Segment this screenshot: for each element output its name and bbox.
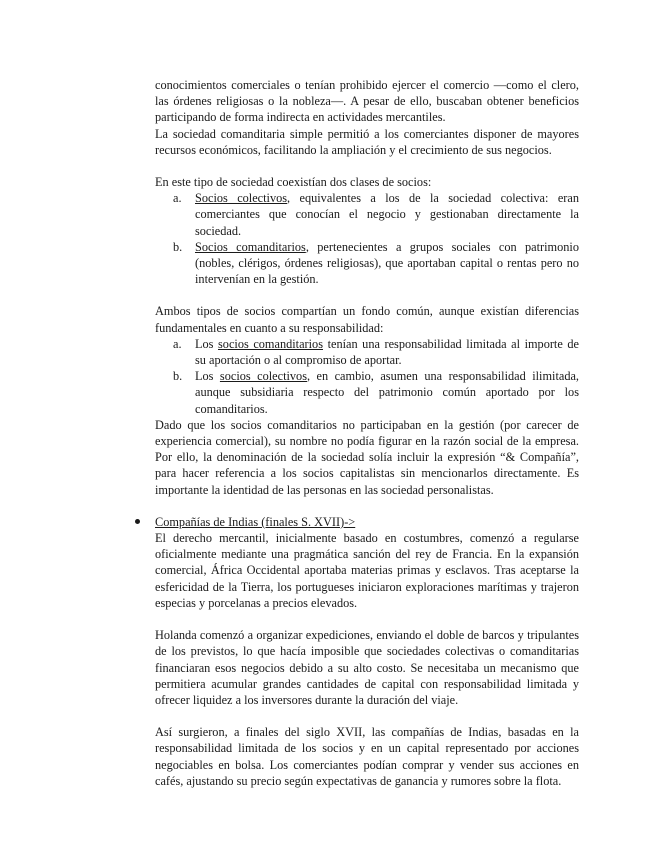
list-item-text: , pertenecientes a grupos sociales con patrimonio (nobles, clérigos, órdenes religiosas), que aportaban capital o rentas pero no intervenían en la gestión. <box>195 239 579 287</box>
list-item <box>155 239 579 288</box>
document-body <box>155 77 579 789</box>
list-item-text: tenían una responsabilidad limitada al importe de su aportación o al compromiso de aportar. <box>195 336 579 368</box>
term-socios-colectivos: Socios colectivos <box>195 191 288 206</box>
bullet-icon <box>135 519 140 524</box>
list-marker: b. <box>173 369 183 384</box>
list-marker: a. <box>173 191 182 206</box>
section-heading-text: Compañías de Indias (finales S. XVII)-> <box>155 514 356 529</box>
term-socios-comanditarios: socios comanditarios <box>218 336 323 351</box>
paragraph-companias-origen: Así surgieron, a finales del siglo XVII, las compañías de Indias, basadas en la responsabilidad limitada de los socios y en un capital representado por acciones negociables en bolsa. Los comerciantes podían comprar y vender sus acciones en cafés, ajustando su precio según expectativas de ganancia y rumores sobre la flota. <box>155 725 579 788</box>
list-marker: a. <box>173 336 182 351</box>
list-marker: b. <box>173 239 183 254</box>
term-socios-colectivos: socios colectivos <box>219 369 307 384</box>
list-item-text: , en cambio, asumen una responsabilidad ilimitada, aunque subsidiaria respecto del patrimonio común aportado por los comanditarios. <box>195 369 579 416</box>
list-item: b. Los socios colectivos, en cambio, asumen una responsabilidad ilimitada, aunque subsidiaria respecto del patrimonio común aportado por los comanditarios. <box>173 369 579 416</box>
paragraph-clergy-nobility: conocimientos comerciales o tenían prohibido ejercer el comercio —como el clero, las órdenes religiosas o la nobleza—. A pesar de ello, buscaban obtener beneficios participando de forma indirecta en actividades mercantiles. <box>155 78 579 125</box>
paragraph-holanda: Holanda comenzó a organizar expediciones, enviando el doble de barcos y tripulantes de los previstos, lo que hacía imposible que sociedades colectivas o comanditarias financiaran esos negocios debido a su alto costo. Se necesitaba un mecanismo que permitiera acumular grandes cantidades de capital con responsabilidad limitada y ofrecer liquidez a los inversores durante la duración del viaje. <box>155 628 579 707</box>
term-socios-comanditarios: Socios comanditarios <box>195 239 306 254</box>
paragraph-comanditaria-simple: La sociedad comanditaria simple permitió a los comerciantes disponer de mayores recursos económicos, facilitando la ampliación y el crecimiento de sus negocios. <box>155 126 579 157</box>
responsibility-list <box>155 336 579 417</box>
socios-types-list <box>155 190 579 287</box>
paragraph-derecho-mercantil: El derecho mercantil, inicialmente basado en costumbres, comenzó a regularse oficialmente mediante una pragmática sanción del rey de Francia. En la expansión comercial, África Occidental aportaba materias primas y esclavos. Tras aceptarse la esfericidad de la Tierra, los portugueses iniciaron exploraciones marítimas y trajeron especias y porcelanas a precios elevados. <box>155 531 579 610</box>
paragraph-two-types-intro: En este tipo de sociedad coexistían dos clases de socios: <box>155 175 432 190</box>
section-heading-companias-indias <box>155 514 579 530</box>
list-item: a. Los socios comanditarios tenían una responsabilidad limitada al importe de su aportación o al compromiso de aportar. <box>173 336 579 368</box>
list-item <box>155 190 579 239</box>
list-item-text: , equivalentes a los de la sociedad colectiva: eran comerciantes que conocían el negocio y gestionaban directamente la sociedad. <box>195 191 579 238</box>
paragraph-company-name: Dado que los socios comanditarios no participaban en la gestión (por carecer de experiencia comercial), su nombre no podía figurar en la razón social de la empresa. Por ello, la denominación de la sociedad solía incluir la expresión “& Compañía”, para hacer referencia a los socios capitalistas sin mencionarlos directamente. Es importante la identidad de las personas en las sociedad personalistas. <box>155 417 579 497</box>
paragraph-responsibility-intro: Ambos tipos de socios compartían un fondo común, aunque existían diferencias fundamentales en cuanto a su responsabilidad: <box>155 304 579 335</box>
